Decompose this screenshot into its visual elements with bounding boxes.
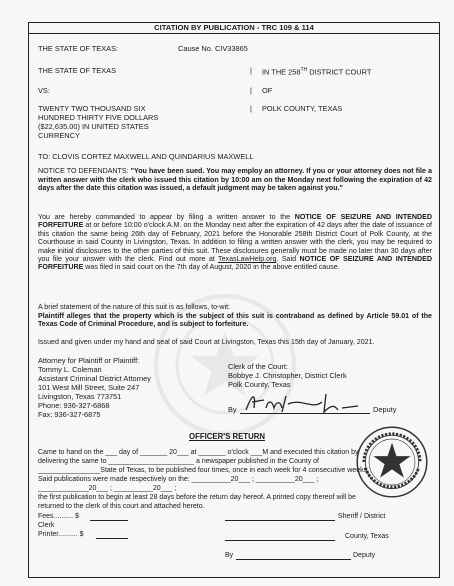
officers-return-title: OFFICER'S RETURN (189, 432, 265, 441)
return-by-label: By (225, 552, 234, 559)
attorney-label: Attorney for Plaintiff or Plaintiff: (38, 356, 140, 365)
plaintiff-name: THE STATE OF TEXAS (38, 66, 117, 75)
cause-number: Cause No. CIV33865 (178, 44, 248, 53)
caption-bar-2: | (250, 86, 252, 95)
return-line: ________________State of Texas, to be published four times, once in each week for 4 consecutive weeks. (38, 467, 370, 474)
defendant-line-3: ($22,635.00) IN UNITED STATES (38, 122, 149, 131)
attorney-line: Livingston, Texas 773751 (38, 392, 122, 401)
defendant-line-4: CURRENCY (38, 131, 80, 140)
clerk-label-return: Clerk (38, 522, 55, 529)
court-name: IN THE 258TH DISTRICT COURT (262, 67, 372, 77)
to-line: TO: CLOVIS CORTEZ MAXWELL AND QUINDARIUS MAXWELL (38, 152, 254, 161)
defendant-line-1: TWENTY TWO THOUSAND SIX (38, 104, 146, 113)
command-paragraph: You are hereby commanded to appear by filing a written answer to the NOTICE OF SEIZURE AND INTENDED FORFEITURE at or before 10:00 o'clock A.M. on the Monday next after the expiration of 42 days after the date of issuance of this citation the same being 26th day of February, 2021 before the Honorable 258th District Court of Polk County, at the Courthouse in said County in Livingston, Texas. In addition to filing a written answer with the clerk, you may be required to make initial disclosures to the other parties of this suit. These disclosures generally must be made no later than 30 days after you file your answer with the clerk. Find out more at TexasLawHelp.org. Said NOTICE OF SEIZURE AND INTENDED FORFEITURE was filed in said court on the 7th day of August, 2020 in the above entitled cause. (38, 213, 432, 272)
texaslawhelp-link[interactable]: TexasLawHelp.org (218, 255, 277, 264)
caption-bar-3: | (250, 104, 252, 113)
clerk-deputy-label: Deputy (373, 405, 397, 414)
printer-line (96, 538, 128, 539)
county-label: POLK COUNTY, TEXAS (262, 104, 343, 113)
clerk-label: Clerk of the Court: (228, 362, 288, 371)
clerk-by-label: By (228, 405, 237, 414)
plaintiff-label: THE STATE OF TEXAS: (38, 44, 119, 53)
of-label: OF (262, 86, 273, 95)
fees-line (90, 520, 128, 521)
return-deputy-label: Deputy (353, 552, 376, 559)
county-line (225, 540, 335, 541)
sheriff-line (225, 520, 335, 521)
return-line: Said publications were made respectively on the: __________20___ ; __________20___ ; (38, 476, 319, 483)
sheriff-label: Sheriff / District (338, 513, 386, 520)
statement-paragraph: A brief statement of the nature of this suit is as follows, to-wit: Plaintiff alleges that the property which is the subject of this suit is contraband as defined by Article 59.01 of the Texas Code of Criminal Procedure, and is subject to forfeiture. (38, 303, 432, 329)
page-title: CITATION BY PUBLICATION - TRC 109 & 114 (28, 22, 440, 34)
county-label-return: County, Texas (345, 533, 389, 540)
return-line: Came to hand on the ___ day of _______ 20___ at _______ o'clock ___M and executed this citation by (38, 449, 359, 456)
printer-label: Printer.......... $ (38, 531, 84, 538)
clerk-line: Bobbye J. Christopher, District Clerk (228, 371, 347, 380)
defendant-line-2: HUNDRED THIRTY FIVE DOLLARS (38, 113, 159, 122)
attorney-line: Fax: 936-327-6875 (38, 410, 101, 419)
return-line: the first publication to begin at least 28 days before the return day hereof. A printed copy thereof will be (38, 494, 356, 501)
return-line: returned to the clerk of this court and attached hereto. (38, 503, 205, 510)
return-line: delivering the same to ______________________ a newspaper published in the County of (38, 458, 319, 465)
issued-line: Issued and given under my hand and seal of said Court at Livingston, Texas this 15th day of January, 2021. (38, 338, 375, 346)
return-signature-line (236, 559, 351, 560)
attorney-line: Phone: 936-327-6868 (38, 401, 110, 410)
clerk-line: Polk County, Texas (228, 380, 291, 389)
caption-bar-1: | (250, 66, 252, 75)
versus-label: VS: (38, 86, 50, 95)
attorney-line: Tommy L. Coleman (38, 365, 102, 374)
fees-label: Fees.......... $ (38, 513, 79, 520)
notice-paragraph: NOTICE TO DEFENDANTS: "You have been sued. You may employ an attorney. If you or your attorney does not file a written answer with the clerk who issued this citation by 10:00 am on the Monday next following the expiration of 42 days after the date this citation was issued, a default judgment may be taken against you." (38, 167, 432, 193)
watermark-seal-icon (150, 290, 300, 440)
attorney-line: 101 West Mill Street, Suite 247 (38, 383, 140, 392)
attorney-line: Assistant Criminal District Attorney (38, 374, 151, 383)
return-line: _____________20___ ; __________20___ ; (38, 485, 177, 492)
